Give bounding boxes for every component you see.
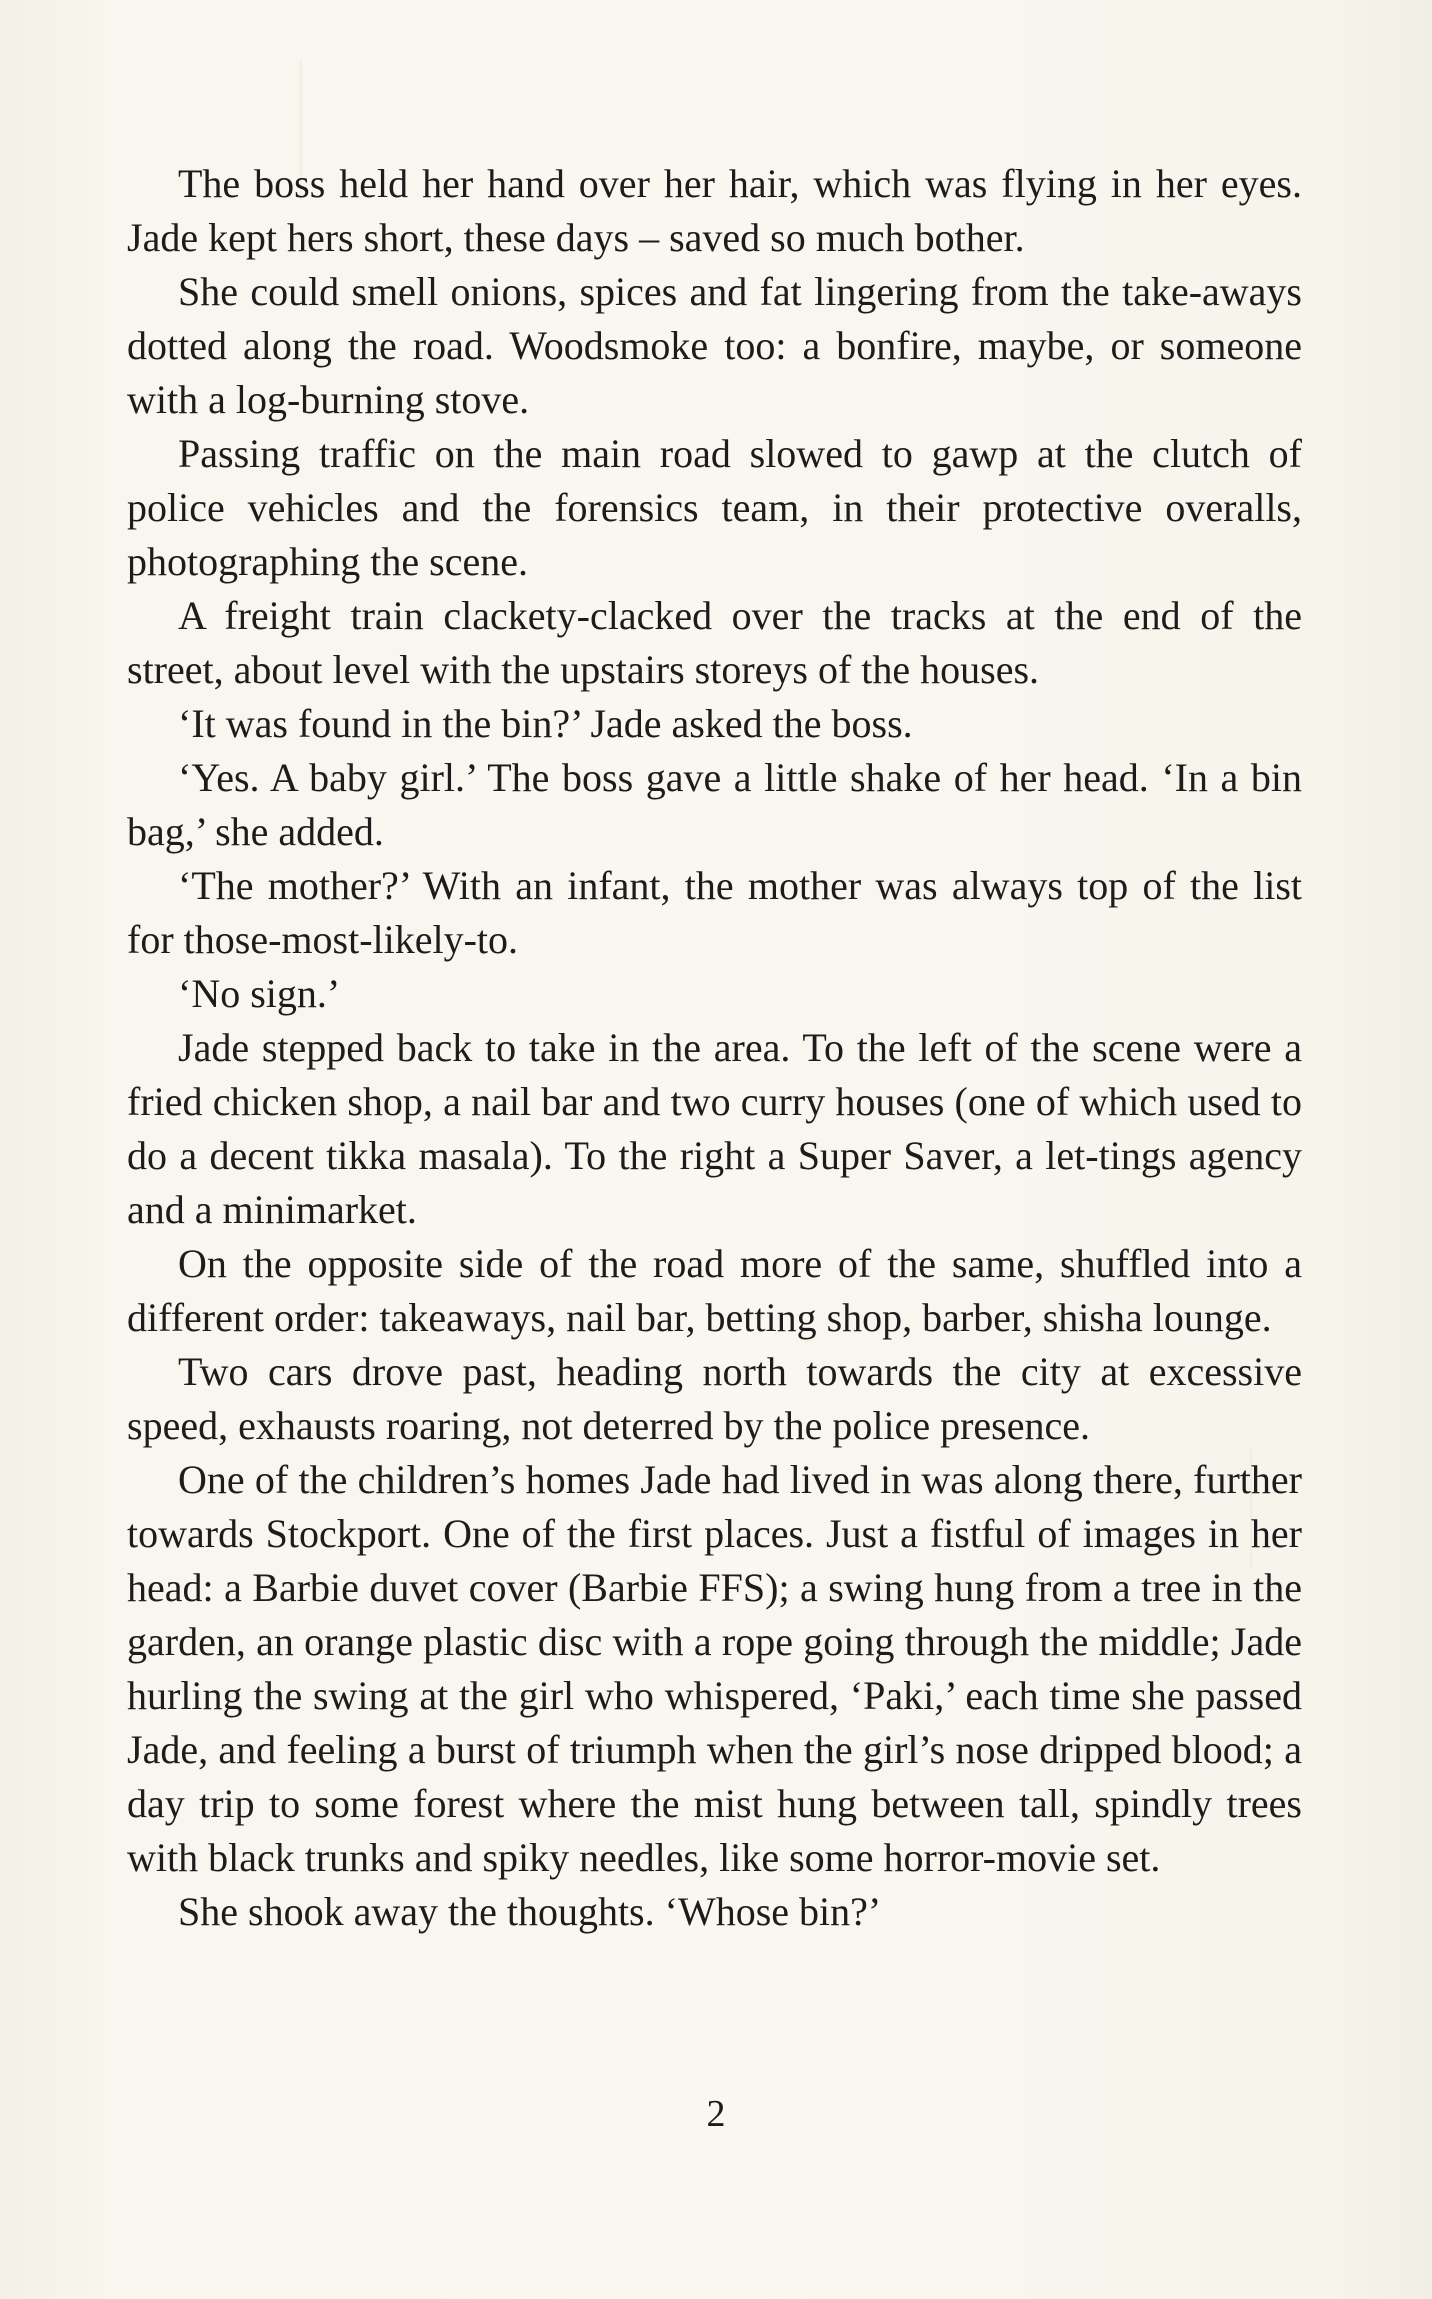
paragraph: On the opposite side of the road more of the same, shuffled into a different order: takeaways, nail bar, betting shop, barber, shisha lounge.: [127, 1241, 1302, 1340]
paragraph: ‘Yes. A baby girl.’ The boss gave a little shake of her head. ‘In a bin bag,’ she added.: [127, 755, 1302, 854]
body-text: [127, 157, 1302, 1939]
paragraph: ‘No sign.’: [178, 971, 341, 1016]
paragraph: One of the children’s homes Jade had lived in was along there, further towards Stockport. One of the first places. Just a fistful of images in her head: a Barbie duvet cover (Barbie FFS); a swing hung from a tree in the garden, an orange plastic disc with a rope going through the middle; Jade hurling the swing at the girl who whispered, ‘Paki,’ each time she passed Jade, and feeling a burst of triumph when the girl’s nose dripped blood; a day trip to some forest where the mist hung between tall, spindly trees with black trunks and spiky needles, like some horror-movie set.: [127, 1457, 1302, 1880]
paragraph: She could smell onions, spices and fat lingering from the take-aways dotted along the road. Woodsmoke too: a bonfire, maybe, or someone with a log-burning stove.: [127, 269, 1302, 422]
paragraph: The boss held her hand over her hair, which was flying in her eyes. Jade kept hers short, these days – saved so much bother.: [127, 161, 1302, 260]
paragraph: ‘It was found in the bin?’ Jade asked the boss.: [178, 701, 913, 746]
paragraph: A freight train clackety-clacked over the tracks at the end of the street, about level with the upstairs storeys of the houses.: [127, 593, 1302, 692]
page-number: 2: [706, 2093, 726, 2135]
paragraph: ‘The mother?’ With an infant, the mother was always top of the list for those-most-likely-to.: [127, 863, 1302, 962]
paragraph: She shook away the thoughts. ‘Whose bin?’: [178, 1889, 882, 1934]
paragraph: Two cars drove past, heading north towards the city at excessive speed, exhausts roaring, not deterred by the police presence.: [127, 1349, 1302, 1448]
paragraph: Passing traffic on the main road slowed to gawp at the clutch of police vehicles and the forensics team, in their protective overalls, photographing the scene.: [127, 431, 1302, 584]
paragraph: Jade stepped back to take in the area. To the left of the scene were a fried chicken shop, a nail bar and two curry houses (one of which used to do a decent tikka masala). To the right a Super Saver, a let-tings agency and a minimarket.: [127, 1025, 1302, 1232]
